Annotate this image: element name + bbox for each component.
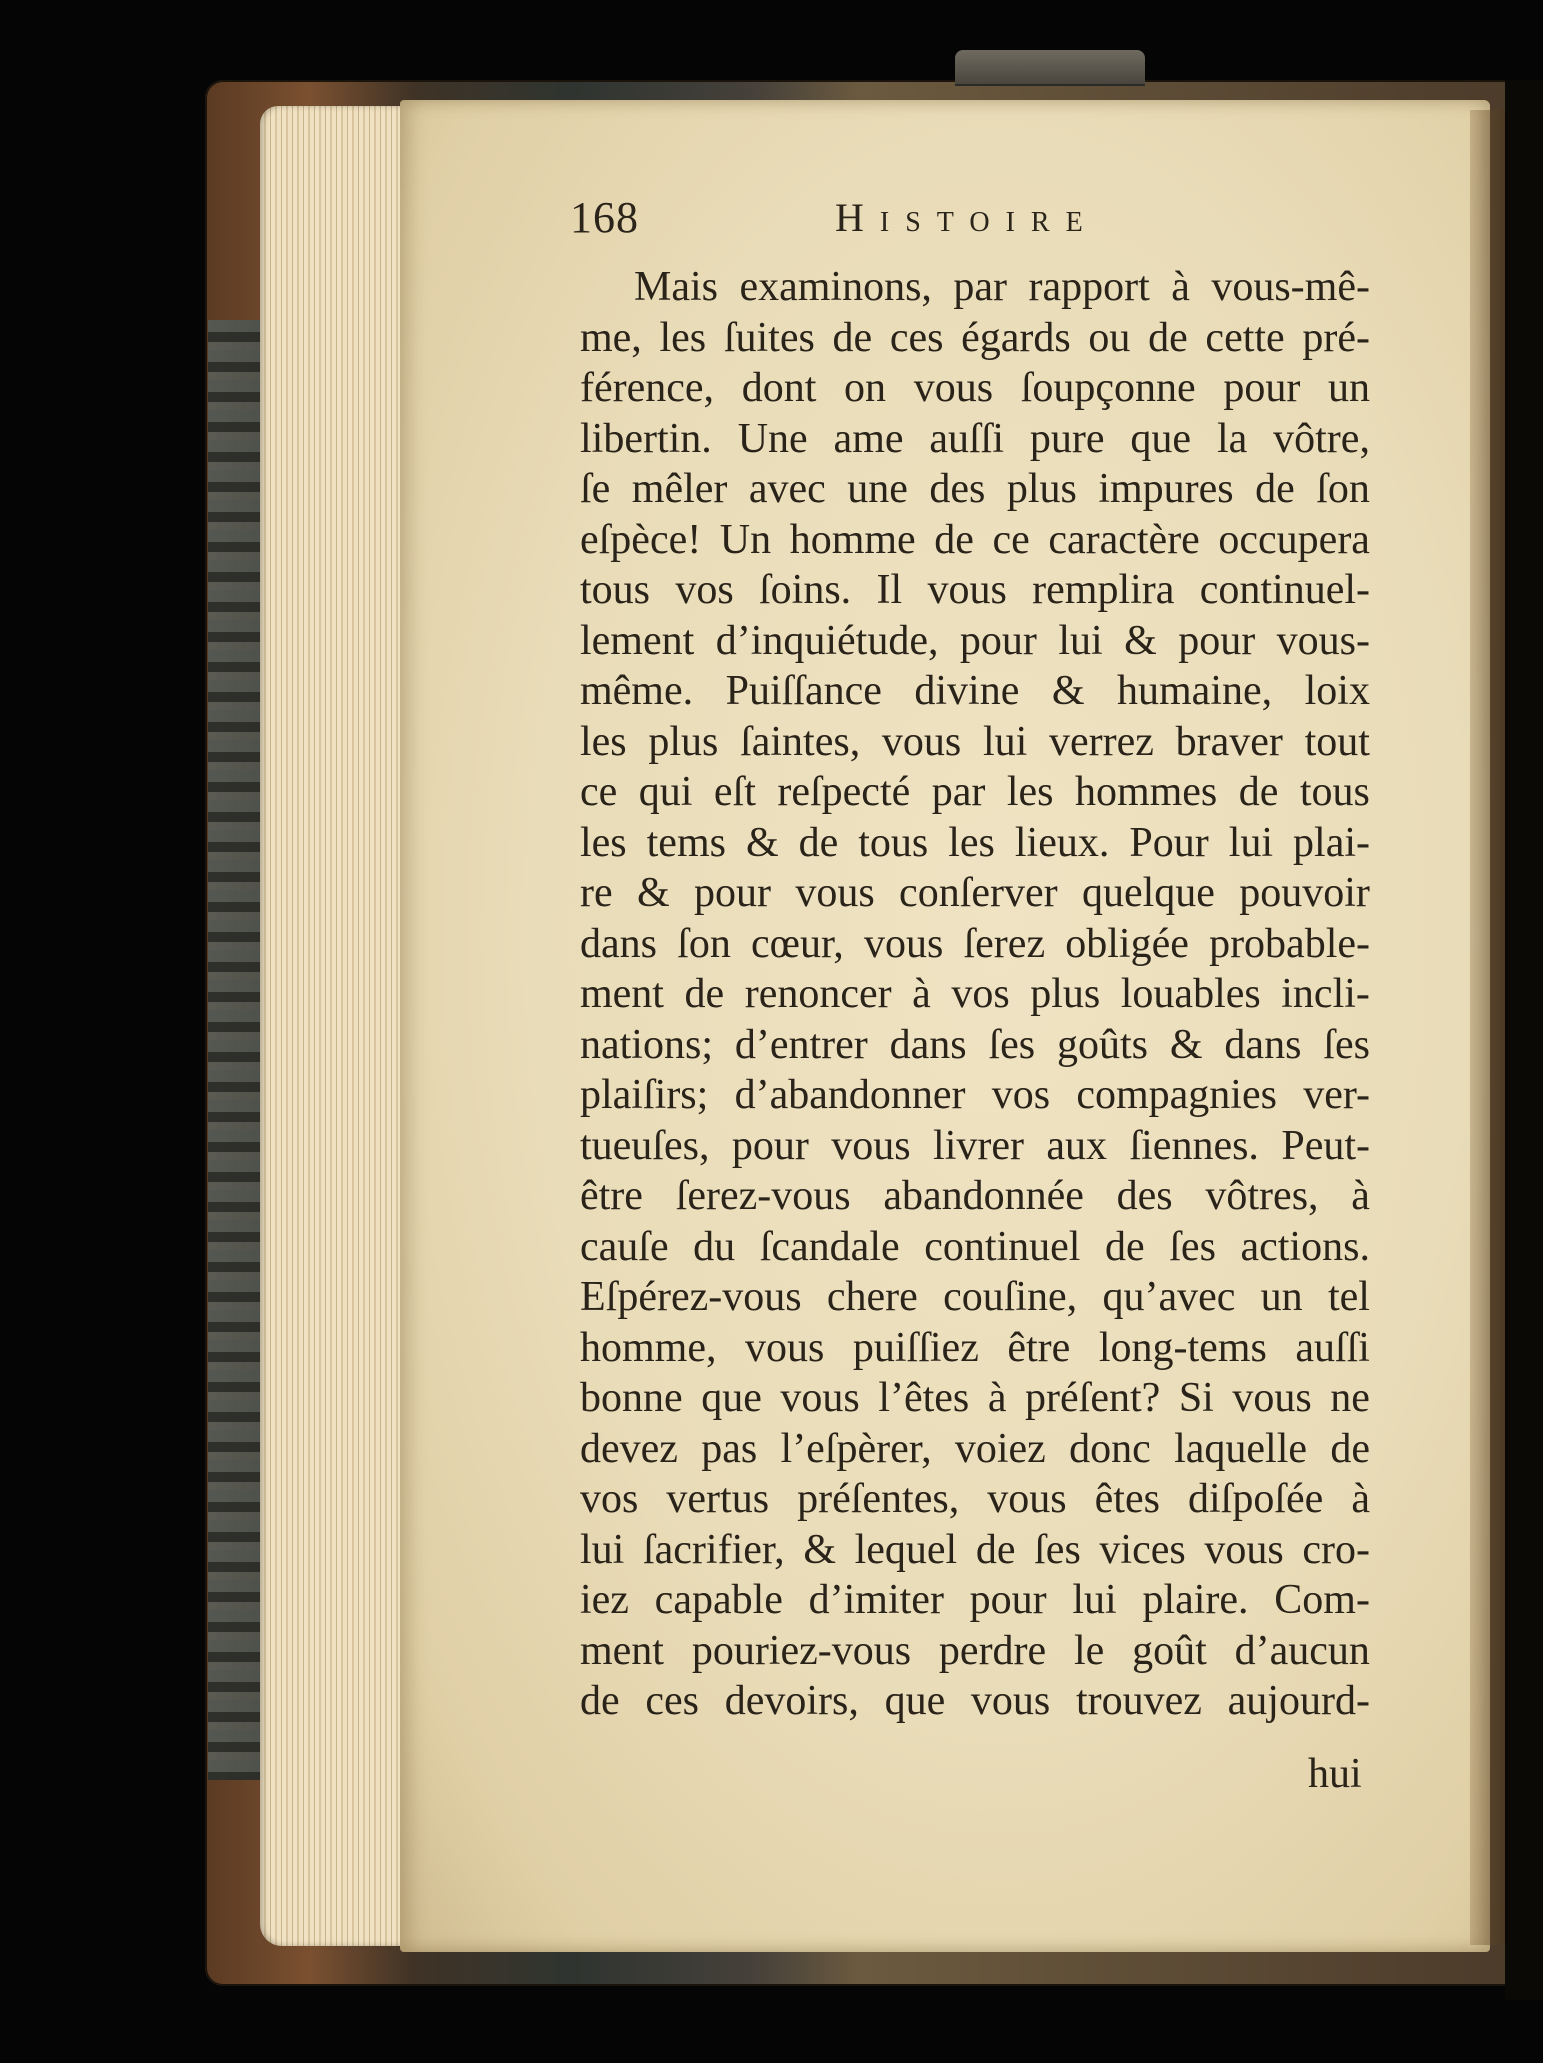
marbled-cover-edge [208, 320, 260, 1780]
text-line: les tems & de tous les lieux. Pour lui plai- [580, 819, 1370, 866]
text-line: ce qui eſt reſpecté par les hommes de tous [580, 769, 1370, 815]
text-line: vos vertus préſentes, vous êtes diſpoſée à [580, 1476, 1370, 1522]
catchword: hui [1308, 1751, 1362, 1797]
text-line: me, les ſuites de ces égards ou de cette pré- [580, 314, 1370, 361]
text-line: Eſpérez-vous chere couſine, qu’avec un tel [580, 1274, 1370, 1320]
running-head: Histoire [835, 195, 1099, 240]
text-line: Mais examinons, par rapport à vous-mê- [634, 264, 1370, 310]
gutter-shadow [1470, 110, 1510, 1945]
text-line: eſpèce! Un homme de ce caractère occupera [580, 516, 1370, 563]
text-line: même. Puiſſance divine & humaine, loix [580, 668, 1370, 714]
text-line: re & pour vous conſerver quelque pouvoir [580, 870, 1370, 916]
body-text [580, 262, 1370, 1727]
text-line: ment pouriez-vous perdre le goût d’aucun [580, 1627, 1370, 1674]
page-number: 168 [570, 193, 639, 242]
right-edge [1505, 80, 1543, 2000]
text-line: homme, vous puiſſiez être long-tems auſſi [580, 1324, 1370, 1371]
text-line: bonne que vous l’êtes à préſent? Si vous ne [580, 1375, 1370, 1421]
text-line: de ces devoirs, que vous trouvez aujourd- [580, 1678, 1370, 1724]
text-line: ſe mêler avec une des plus impures de ſon [580, 466, 1370, 512]
text-line: lui ſacrifier, & lequel de ſes vices vous cro- [580, 1526, 1370, 1573]
text-line: ment de renoncer à vos plus louables incli- [580, 971, 1370, 1017]
text-line: être ſerez-vous abandonnée des vôtres, à [580, 1173, 1370, 1219]
text-line: devez pas l’eſpèrer, voiez donc laquelle de [580, 1425, 1370, 1472]
text-line: libertin. Une ame auſſi pure que la vôtre, [580, 415, 1370, 462]
text-line: nations; d’entrer dans ſes goûts & dans ſes [580, 1021, 1370, 1068]
text-line: lement d’inquiétude, pour lui & pour vous- [580, 617, 1370, 664]
text-line: tueuſes, pour vous livrer aux ſiennes. Peut- [580, 1122, 1370, 1169]
text-line: férence, dont on vous ſoupçonne pour un [580, 365, 1370, 411]
text-line: plaiſirs; d’abandonner vos compagnies ver- [580, 1072, 1370, 1118]
text-line: iez capable d’imiter pour lui plaire. Com- [580, 1577, 1370, 1623]
page-edges [260, 106, 416, 1946]
text-line: tous vos ſoins. Il vous remplira continuel- [580, 567, 1370, 613]
text-line: cauſe du ſcandale continuel de ſes actions. [580, 1223, 1370, 1270]
text-line: dans ſon cœur, vous ſerez obligée probable- [580, 920, 1370, 967]
binding-tab [955, 50, 1145, 84]
page-header [570, 192, 1350, 252]
text-line: les plus ſaintes, vous lui verrez braver tout [580, 718, 1370, 765]
